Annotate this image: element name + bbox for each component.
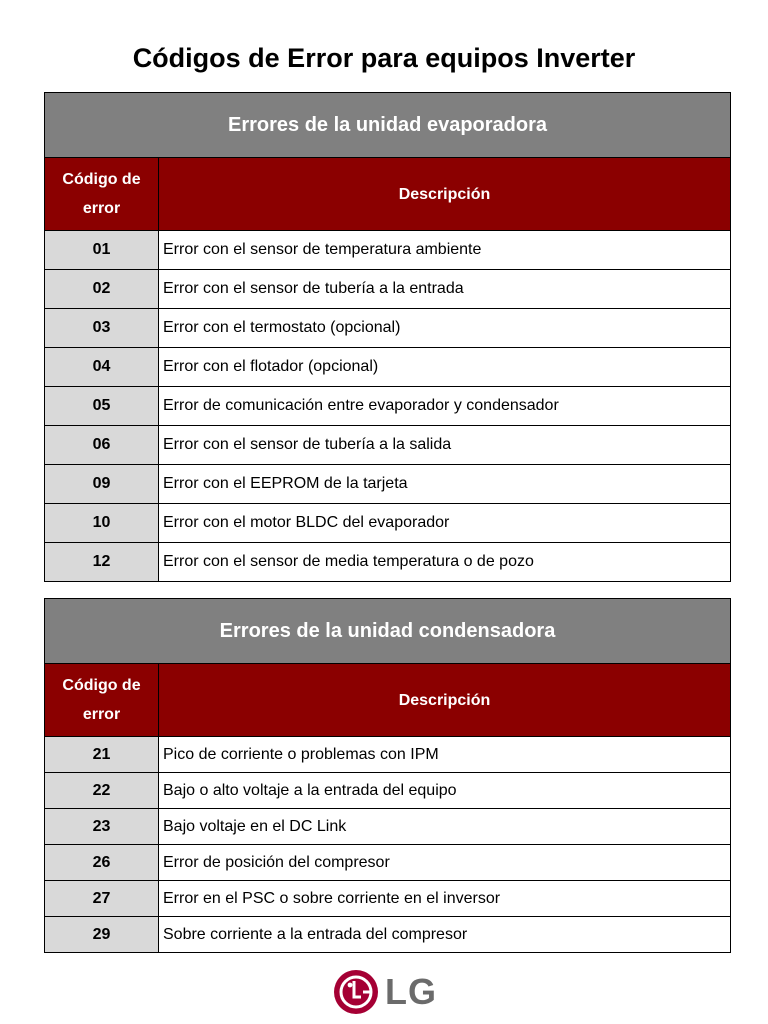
error-code: 29	[45, 917, 159, 953]
error-code: 03	[45, 309, 159, 348]
error-description: Error con el sensor de temperatura ambiente	[159, 231, 731, 270]
error-description: Error con el sensor de media temperatura o de pozo	[159, 543, 731, 582]
evaporator-error-table	[44, 92, 731, 582]
condenser-error-table	[44, 598, 731, 953]
error-code: 21	[45, 737, 159, 773]
error-description: Error con el sensor de tubería a la entrada	[159, 270, 731, 309]
error-description: Pico de corriente o problemas con IPM	[159, 737, 731, 773]
table-row	[45, 543, 731, 582]
error-description: Bajo o alto voltaje a la entrada del equipo	[159, 773, 731, 809]
table-row	[45, 809, 731, 845]
error-code: 02	[45, 270, 159, 309]
table-row	[45, 917, 731, 953]
description-column-header: Descripción	[159, 664, 731, 737]
error-description: Error con el sensor de tubería a la salida	[159, 426, 731, 465]
error-description: Bajo voltaje en el DC Link	[159, 809, 731, 845]
lg-wordmark: LG	[385, 971, 437, 1012]
evaporator-section-heading: Errores de la unidad evaporadora	[45, 93, 731, 158]
description-column-header: Descripción	[159, 158, 731, 231]
error-description: Error en el PSC o sobre corriente en el inversor	[159, 881, 731, 917]
page-title: Códigos de Error para equipos Inverter	[132, 43, 636, 73]
table-row	[45, 426, 731, 465]
table-row	[45, 387, 731, 426]
error-description: Error de comunicación entre evaporador y condensador	[159, 387, 731, 426]
error-code: 26	[45, 845, 159, 881]
lg-face-icon	[333, 969, 379, 1015]
condenser-section-heading: Errores de la unidad condensadora	[45, 599, 731, 664]
error-code: 09	[45, 465, 159, 504]
error-description: Error con el termostato (opcional)	[159, 309, 731, 348]
error-code: 12	[45, 543, 159, 582]
error-description: Sobre corriente a la entrada del compresor	[159, 917, 731, 953]
error-description: Error con el EEPROM de la tarjeta	[159, 465, 731, 504]
error-code: 22	[45, 773, 159, 809]
lg-logo	[333, 969, 437, 1015]
table-row	[45, 737, 731, 773]
error-code: 27	[45, 881, 159, 917]
code-column-header: Código de error	[45, 664, 159, 737]
table-row	[45, 309, 731, 348]
table-row	[45, 845, 731, 881]
table-row	[45, 881, 731, 917]
error-code: 04	[45, 348, 159, 387]
table-row	[45, 270, 731, 309]
table-row	[45, 465, 731, 504]
error-code: 23	[45, 809, 159, 845]
error-description: Error con el flotador (opcional)	[159, 348, 731, 387]
error-description: Error con el motor BLDC del evaporador	[159, 504, 731, 543]
error-description: Error de posición del compresor	[159, 845, 731, 881]
table-row	[45, 348, 731, 387]
error-code: 06	[45, 426, 159, 465]
table-row	[45, 773, 731, 809]
error-code: 05	[45, 387, 159, 426]
error-code: 01	[45, 231, 159, 270]
table-row	[45, 504, 731, 543]
code-column-header: Código de error	[45, 158, 159, 231]
error-code: 10	[45, 504, 159, 543]
table-row	[45, 231, 731, 270]
